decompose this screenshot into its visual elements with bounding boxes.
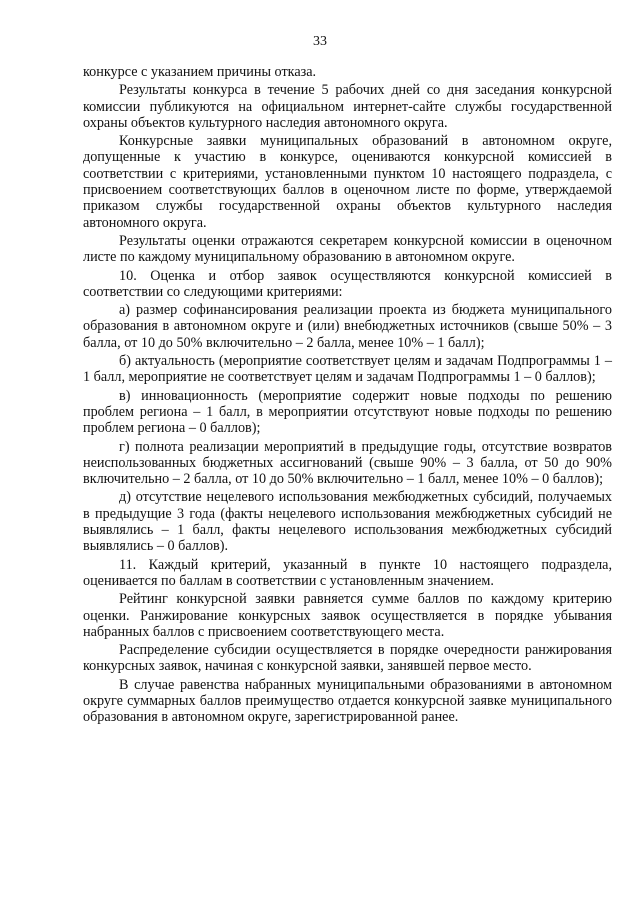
paragraph-distribution: Распределение субсидии осуществляется в порядке очередности ранжирования конкурсных заявок, начиная с конкурсной заявки, занявшей первое место. [83, 642, 612, 675]
paragraph-rating: Рейтинг конкурсной заявки равняется сумме баллов по каждому критерию оценки. Ранжирование конкурсных заявок осуществляется в порядке убывания набранных баллов с присвоением соответствующего места. [83, 591, 612, 640]
criterion-g: г) полнота реализации мероприятий в предыдущие годы, отсутствие возвратов неиспользованных бюджетных ассигнований (свыше 90% – 3 балла, от 50 до 90% включительно – 2 балла, от 10 до 50% включительно – 1 балл, менее 10% – 0 баллов); [83, 438, 612, 488]
paragraph-applications-evaluation: Конкурсные заявки муниципальных образований в автономном округе, допущенные к участию в конкурсе, оцениваются конкурсной комиссией в соответствии с критериями, установленными пунктом 10 настоящего подраздела, с присвоением соответствующих баллов в оценочном листе по форме, утверждаемой приказом службы государственной охраны объектов культурного наследия автономного округа. [83, 133, 612, 231]
criterion-d: д) отсутствие нецелевого использования межбюджетных субсидий, получаемых в предыдущие 3 года (факты нецелевого использования межбюджетных субсидий не выявлялись – 1 балл, факты нецелевого использования межбюджетных субсидий выявлялись – 0 баллов). [83, 489, 612, 555]
paragraph-scoring: 11. Каждый критерий, указанный в пункте 10 настоящего подраздела, оценивается по баллам в соответствии с установленным значением. [83, 556, 612, 589]
paragraph-tie-break: В случае равенства набранных муниципальными образованиями в автономном округе суммарных баллов преимущество отдается конкурсной заявке муниципального образования в автономном округе, зарегистрированной ранее. [83, 676, 612, 726]
paragraph-criteria-intro: 10. Оценка и отбор заявок осуществляются конкурсной комиссией в соответствии со следующими критериями: [83, 267, 612, 300]
document-body [83, 64, 612, 728]
criterion-v: в) инновационность (мероприятие содержит новые подходы по решению проблем региона – 1 балл, в мероприятии отсутствуют новые подходы по решению проблем региона – 0 баллов); [83, 387, 612, 437]
criterion-a: а) размер софинансирования реализации проекта из бюджета муниципального образования в автономном округе и (или) внебюджетных источников (свыше 50% – 3 балла, от 10 до 50% включительно – 2 балла, менее 10% – 1 балл); [83, 302, 612, 351]
paragraph-results-publication: Результаты конкурса в течение 5 рабочих дней со дня заседания конкурсной комиссии публикуются на официальном интернет-сайте службы государственной охраны объектов культурного наследия автономного округа. [83, 82, 612, 131]
paragraph-evaluation-results: Результаты оценки отражаются секретарем конкурсной комиссии в оценочном листе по каждому муниципальному образованию в автономном округе. [83, 232, 612, 266]
page-number: 33 [313, 34, 327, 49]
criterion-b: б) актуальность (мероприятие соответствует целям и задачам Подпрограммы 1 – 1 балл, мероприятие не соответствует целям и задачам Подпрограммы 1 – 0 баллов); [83, 353, 612, 386]
paragraph-continuation: конкурсе с указанием причины отказа. [83, 64, 317, 80]
